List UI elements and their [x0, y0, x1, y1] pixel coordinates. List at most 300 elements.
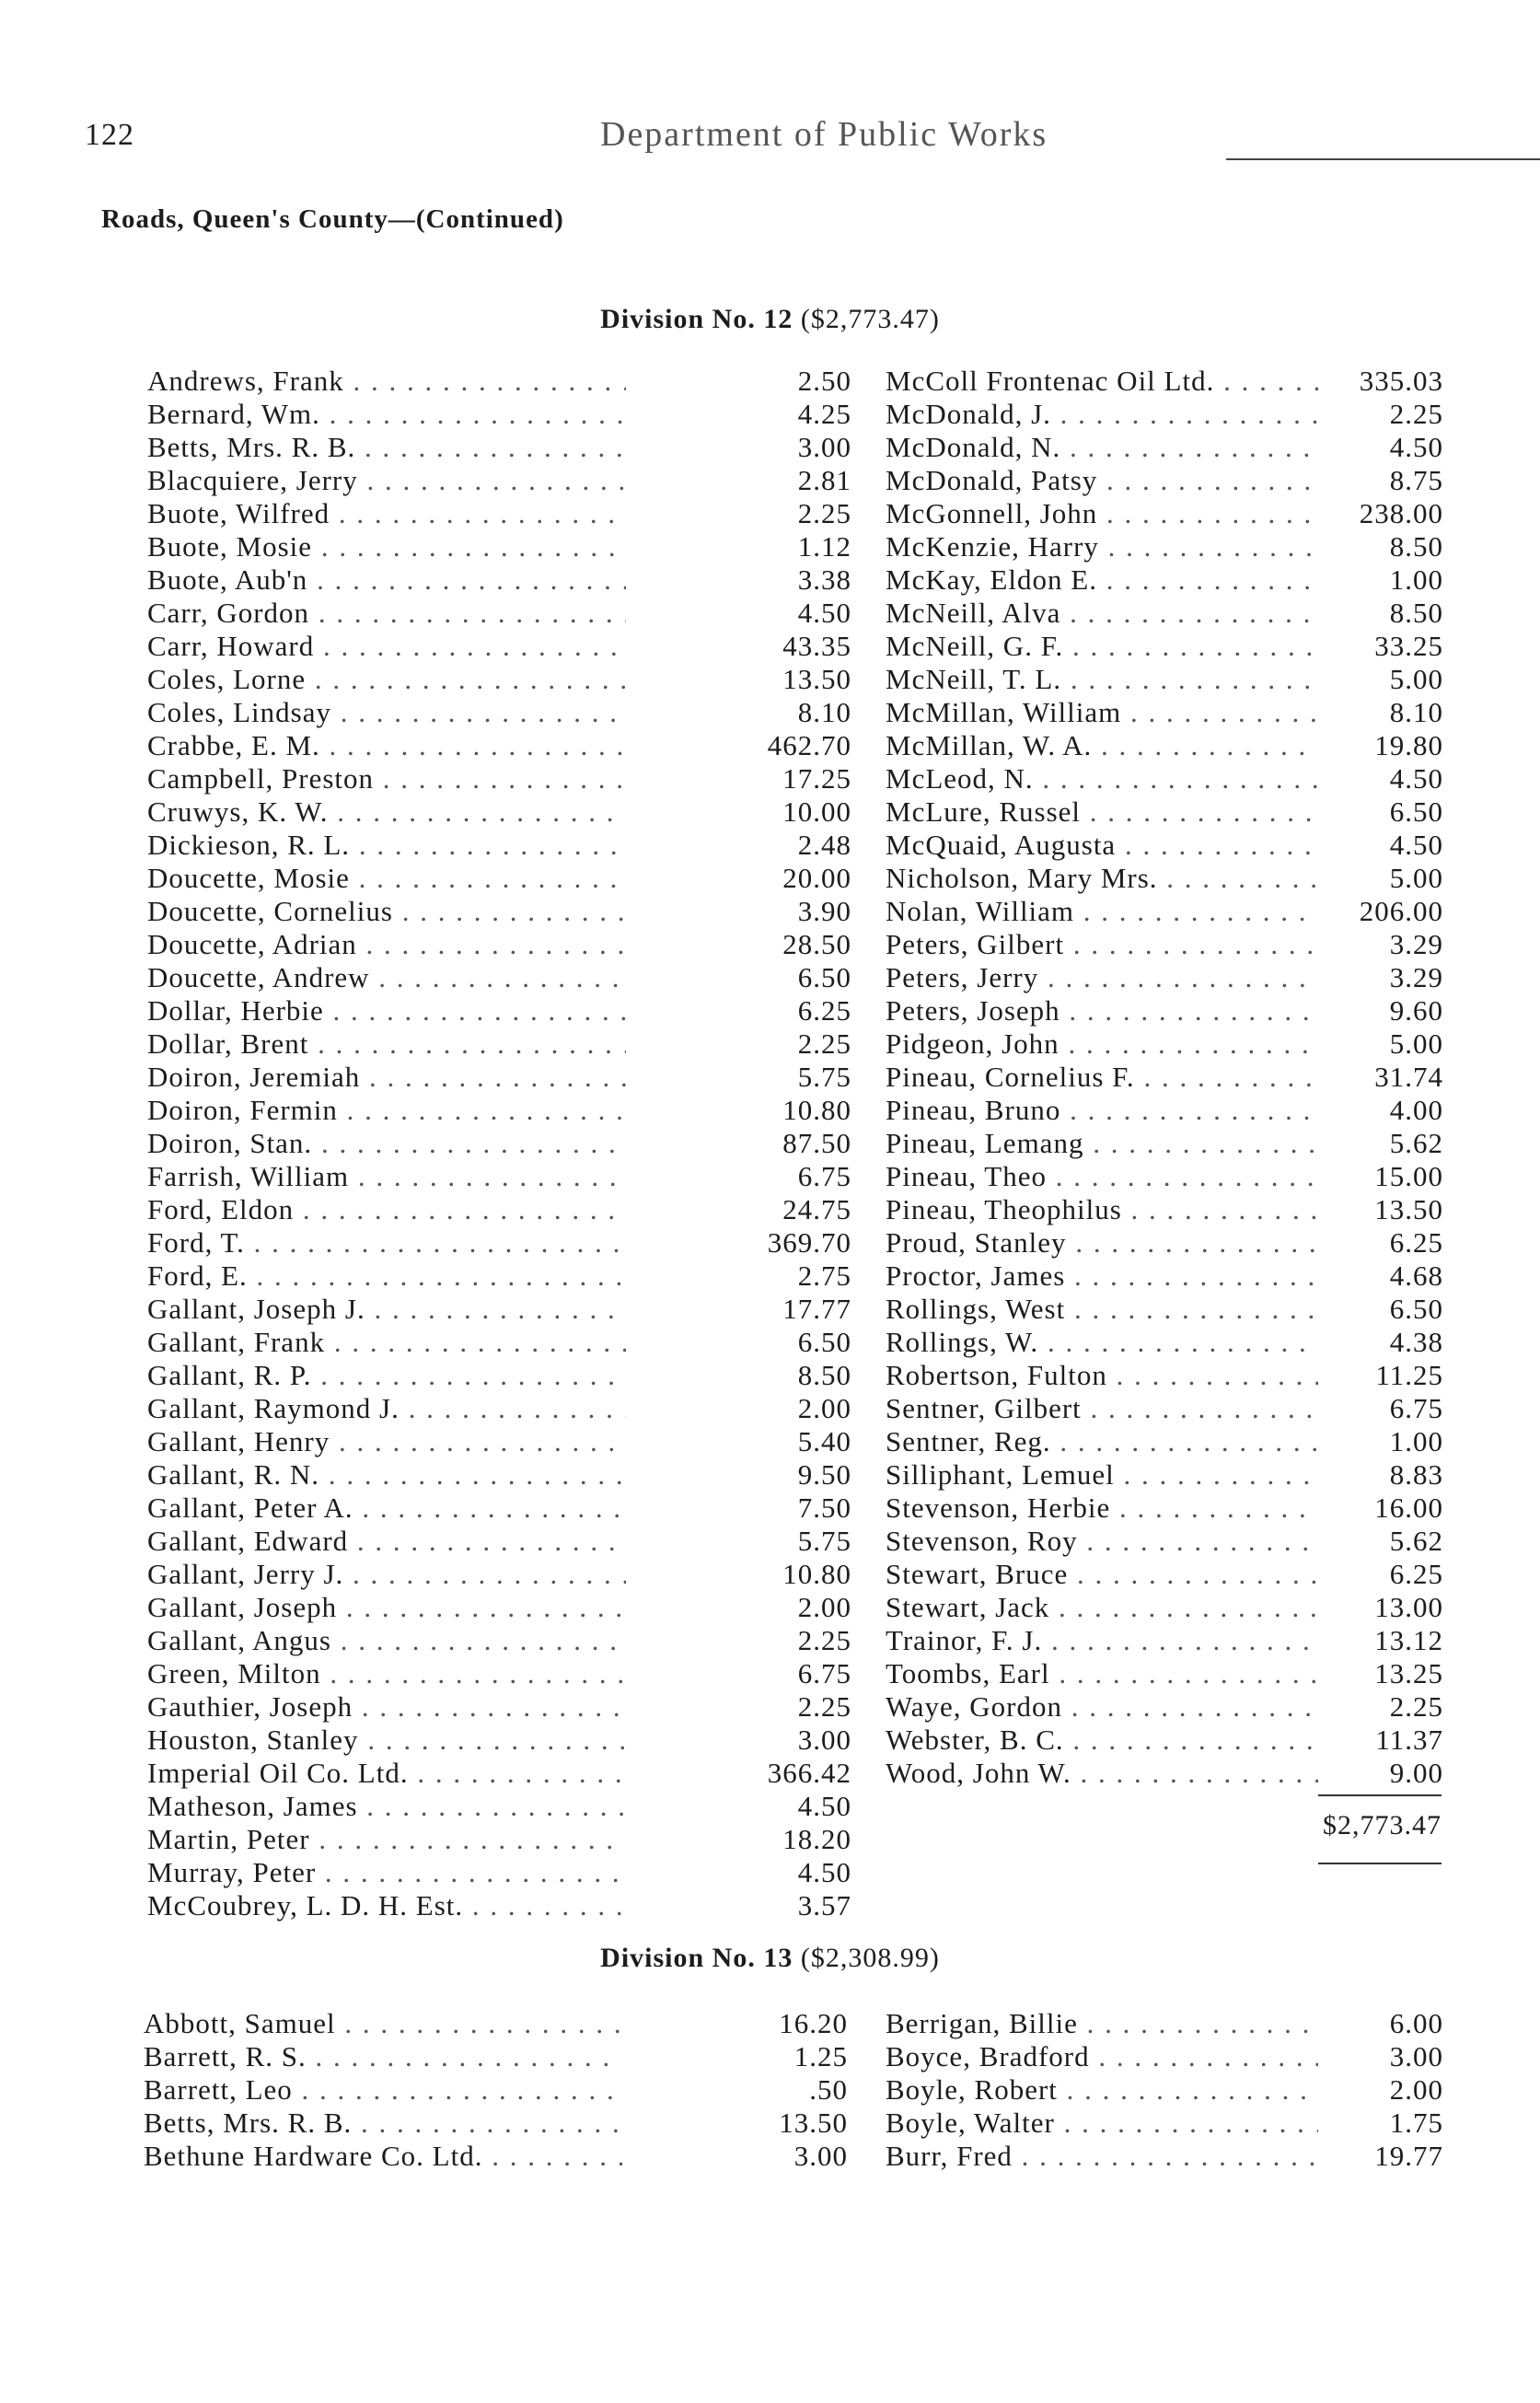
payee-name: Stewart, Bruce . . . [886, 1558, 1318, 1591]
payee-name: Sentner, Reg. . . . [886, 1425, 1318, 1458]
payee-name: Bethune Hardware Co. Ltd. . . . [144, 2140, 622, 2173]
payment-amount: 6.00 [1327, 2007, 1443, 2040]
payee-name: Ford, E. . . . [147, 1260, 626, 1293]
payee-name: Gallant, R. N. . . . [147, 1458, 626, 1492]
payment-amount: 3.57 [644, 1889, 851, 1922]
payment-amount: 5.40 [644, 1425, 851, 1458]
payee-row [886, 762, 1443, 795]
payment-amount: 20.00 [644, 862, 851, 895]
payee-row [886, 696, 1443, 729]
payment-amount: 6.50 [644, 1326, 851, 1359]
payee-row [886, 597, 1443, 630]
payee-row [147, 729, 851, 762]
payment-amount: 238.00 [1327, 497, 1443, 530]
payee-row [144, 2040, 848, 2073]
payee-name: Bernard, Wm. . . . [147, 398, 626, 431]
payment-amount: 4.50 [1327, 829, 1443, 862]
payee-row [147, 1392, 851, 1425]
payee-name: Rollings, W. . . . [886, 1326, 1318, 1359]
payee-name: Nicholson, Mary Mrs. . . . [886, 862, 1318, 895]
division-12-left-column [147, 365, 851, 1922]
payment-amount: 87.50 [644, 1127, 851, 1160]
payee-name: Coles, Lindsay . . . [147, 696, 626, 729]
payee-name: Crabbe, E. M. . . . [147, 729, 626, 762]
payee-row [144, 2073, 848, 2107]
payment-amount: 5.62 [1327, 1127, 1443, 1160]
payee-name: Abbott, Samuel . . . [144, 2007, 622, 2040]
payee-name: Doiron, Jeremiah . . . [147, 1061, 626, 1094]
payee-row [147, 1790, 851, 1823]
payment-amount: 4.00 [1327, 1094, 1443, 1127]
payment-amount: 4.38 [1327, 1326, 1443, 1359]
payee-name: Betts, Mrs. R. B. . . . [144, 2107, 622, 2140]
division-12-heading [0, 304, 1540, 335]
payment-amount: 28.50 [644, 928, 851, 961]
payment-amount: 9.00 [1327, 1757, 1443, 1790]
payment-amount: 33.25 [1327, 630, 1443, 663]
payment-amount: 8.10 [1327, 696, 1443, 729]
payee-name: McDonald, N. . . . [886, 431, 1318, 464]
payment-amount: 335.03 [1327, 365, 1443, 398]
payee-name: McNeill, T. L. . . . [886, 663, 1318, 696]
payment-amount: 13.25 [1327, 1657, 1443, 1690]
payment-amount: 8.75 [1327, 464, 1443, 497]
payment-amount: 2.00 [1327, 2073, 1443, 2107]
payee-row [886, 497, 1443, 530]
payment-amount: 462.70 [644, 729, 851, 762]
payee-name: Pineau, Theophilus . . . [886, 1193, 1318, 1226]
payment-amount: 5.75 [644, 1061, 851, 1094]
payment-amount: 8.10 [644, 696, 851, 729]
payee-row [886, 2107, 1443, 2140]
payment-amount: 2.25 [644, 1690, 851, 1724]
payee-row [886, 1525, 1443, 1558]
payee-row [147, 1127, 851, 1160]
payee-name: McDonald, Patsy . . . [886, 464, 1318, 497]
payee-row [886, 1724, 1443, 1757]
payee-name: Robertson, Fulton . . . [886, 1359, 1318, 1392]
payee-row [147, 895, 851, 928]
payment-amount: 16.20 [641, 2007, 848, 2040]
payment-amount: 13.50 [644, 663, 851, 696]
payee-name: McDonald, J. . . . [886, 398, 1318, 431]
payment-amount: 3.29 [1327, 928, 1443, 961]
payee-name: Waye, Gordon . . . [886, 1690, 1318, 1724]
payee-name: Buote, Aub'n . . . [147, 563, 626, 597]
payee-name: Gallant, Joseph J. . . . [147, 1293, 626, 1326]
payment-amount: 8.50 [644, 1359, 851, 1392]
payee-name: Doucette, Cornelius . . . [147, 895, 626, 928]
payment-amount: 1.12 [644, 530, 851, 563]
payment-amount: 19.77 [1327, 2140, 1443, 2173]
payee-row [886, 1326, 1443, 1359]
payment-amount: 13.00 [1327, 1591, 1443, 1624]
payment-amount: 17.25 [644, 762, 851, 795]
payee-name: Peters, Gilbert . . . [886, 928, 1318, 961]
payee-row [147, 398, 851, 431]
payment-amount: 4.25 [644, 398, 851, 431]
payment-amount: 7.50 [644, 1492, 851, 1525]
payee-name: McNeill, G. F. . . . [886, 630, 1318, 663]
division-12-total: $2,773.47 [1323, 1810, 1442, 1840]
payment-amount: 5.75 [644, 1525, 851, 1558]
payee-name: Silliphant, Lemuel . . . [886, 1458, 1318, 1492]
payee-row [886, 365, 1443, 398]
payee-name: Blacquiere, Jerry . . . [147, 464, 626, 497]
payment-amount: 206.00 [1327, 895, 1443, 928]
payee-name: McNeill, Alva . . . [886, 597, 1318, 630]
payment-amount: 11.25 [1327, 1359, 1443, 1392]
payment-amount: 3.38 [644, 563, 851, 597]
payee-row [147, 630, 851, 663]
payment-amount: 13.50 [1327, 1193, 1443, 1226]
division-12-name: Division No. 12 [600, 304, 793, 334]
payee-row [147, 1657, 851, 1690]
payee-name: Stewart, Jack . . . [886, 1591, 1318, 1624]
payee-row [886, 563, 1443, 597]
payee-row [886, 1094, 1443, 1127]
payee-row [147, 1757, 851, 1790]
payee-row [886, 994, 1443, 1027]
payment-amount: 2.00 [644, 1591, 851, 1624]
division-13-right-column [886, 2007, 1443, 2173]
payment-amount: 6.50 [1327, 795, 1443, 829]
payee-row [147, 1492, 851, 1525]
payment-amount: 17.77 [644, 1293, 851, 1326]
payee-name: McMillan, W. A. . . . [886, 729, 1318, 762]
payee-row [147, 1260, 851, 1293]
total-rule-bottom [1318, 1863, 1442, 1864]
payee-row [886, 530, 1443, 563]
payee-name: Dollar, Brent . . . [147, 1027, 626, 1061]
payment-amount: 13.12 [1327, 1624, 1443, 1657]
payee-name: Farrish, William . . . [147, 1160, 626, 1193]
payment-amount: 6.75 [1327, 1392, 1443, 1425]
payment-amount: 10.80 [644, 1094, 851, 1127]
payee-name: Pineau, Lemang . . . [886, 1127, 1318, 1160]
payment-amount: 15.00 [1327, 1160, 1443, 1193]
payment-amount: 2.25 [644, 1027, 851, 1061]
payee-row [886, 1657, 1443, 1690]
payee-name: Gallant, Raymond J. . . . [147, 1392, 626, 1425]
payee-row [886, 1690, 1443, 1724]
payment-amount: 3.00 [641, 2140, 848, 2173]
division-13-amount: ($2,308.99) [800, 1943, 940, 1973]
payee-name: Doucette, Adrian . . . [147, 928, 626, 961]
payment-amount: 2.81 [644, 464, 851, 497]
payee-row [147, 365, 851, 398]
payment-amount: 3.00 [644, 1724, 851, 1757]
payee-row [886, 2140, 1443, 2173]
payment-amount: .50 [641, 2073, 848, 2107]
payee-name: McKenzie, Harry . . . [886, 530, 1318, 563]
payee-row [886, 961, 1443, 994]
payee-row [147, 431, 851, 464]
payee-name: McGonnell, John . . . [886, 497, 1318, 530]
payee-name: McCoubrey, L. D. H. Est. . . . [147, 1889, 626, 1922]
payee-row [147, 1889, 851, 1922]
division-12-amount: ($2,773.47) [800, 304, 940, 334]
payee-name: Cruwys, K. W. . . . [147, 795, 626, 829]
payment-amount: 1.25 [641, 2040, 848, 2073]
payee-row [147, 1359, 851, 1392]
payee-row [147, 1525, 851, 1558]
payee-name: Pidgeon, John . . . [886, 1027, 1318, 1061]
payee-name: McKay, Eldon E. . . . [886, 563, 1318, 597]
payee-row [886, 1226, 1443, 1260]
payment-amount: 6.50 [644, 961, 851, 994]
payee-row [147, 1591, 851, 1624]
payment-amount: 2.48 [644, 829, 851, 862]
division-12-right-column [886, 365, 1443, 1790]
payee-name: Pineau, Cornelius F. . . . [886, 1061, 1318, 1094]
payee-name: Sentner, Gilbert . . . [886, 1392, 1318, 1425]
section-title: Roads, Queen's County—(Continued) [101, 204, 564, 234]
payee-name: Gallant, Edward . . . [147, 1525, 626, 1558]
payee-row [147, 1226, 851, 1260]
running-title: Department of Public Works [600, 115, 1048, 154]
payee-name: Gallant, Peter A. . . . [147, 1492, 626, 1525]
payee-name: Proud, Stanley . . . [886, 1226, 1318, 1260]
payment-amount: 2.25 [1327, 1690, 1443, 1724]
payment-amount: 5.00 [1327, 1027, 1443, 1061]
payee-name: Boyle, Walter . . . [886, 2107, 1318, 2140]
payee-name: Wood, John W. . . . [886, 1757, 1318, 1790]
payee-name: Imperial Oil Co. Ltd. . . . [147, 1757, 626, 1790]
payee-name: Coles, Lorne . . . [147, 663, 626, 696]
payee-name: Murray, Peter . . . [147, 1856, 626, 1889]
payment-amount: 16.00 [1327, 1492, 1443, 1525]
payee-row [147, 1425, 851, 1458]
payee-row [147, 1193, 851, 1226]
payment-amount: 5.62 [1327, 1525, 1443, 1558]
payee-row [886, 1359, 1443, 1392]
payee-row [886, 729, 1443, 762]
payee-row [147, 994, 851, 1027]
page-header [85, 115, 1488, 164]
payee-row [147, 597, 851, 630]
payment-amount: 10.00 [644, 795, 851, 829]
payment-amount: 2.50 [644, 365, 851, 398]
payee-name: Webster, B. C. . . . [886, 1724, 1318, 1757]
payee-name: McLure, Russel . . . [886, 795, 1318, 829]
payee-name: Campbell, Preston . . . [147, 762, 626, 795]
payee-row [886, 1624, 1443, 1657]
payee-name: Rollings, West . . . [886, 1293, 1318, 1326]
payee-name: Martin, Peter . . . [147, 1823, 626, 1856]
payee-row [147, 928, 851, 961]
payee-name: Gallant, Angus . . . [147, 1624, 626, 1657]
payee-row [886, 464, 1443, 497]
payee-row [886, 862, 1443, 895]
payment-amount: 1.00 [1327, 563, 1443, 597]
payment-amount: 19.80 [1327, 729, 1443, 762]
payee-row [147, 1823, 851, 1856]
payment-amount: 3.90 [644, 895, 851, 928]
payee-row [886, 663, 1443, 696]
payment-amount: 1.00 [1327, 1425, 1443, 1458]
payment-amount: 4.50 [644, 597, 851, 630]
payee-row [147, 530, 851, 563]
payee-row [886, 398, 1443, 431]
payment-amount: 31.74 [1327, 1061, 1443, 1094]
payee-row [147, 1094, 851, 1127]
payee-name: Trainor, F. J. . . . [886, 1624, 1318, 1657]
payee-name: Gallant, Frank . . . [147, 1326, 626, 1359]
payee-name: Houston, Stanley . . . [147, 1724, 626, 1757]
payee-name: Gallant, Jerry J. . . . [147, 1558, 626, 1591]
payment-amount: 3.29 [1327, 961, 1443, 994]
payment-amount: 11.37 [1327, 1724, 1443, 1757]
payee-row [147, 1724, 851, 1757]
payment-amount: 6.75 [644, 1160, 851, 1193]
payee-row [886, 895, 1443, 928]
payee-row [147, 1027, 851, 1061]
payee-row [147, 1856, 851, 1889]
payee-row [147, 829, 851, 862]
payment-amount: 8.50 [1327, 597, 1443, 630]
payment-amount: 9.50 [644, 1458, 851, 1492]
payee-name: McMillan, William . . . [886, 696, 1318, 729]
division-13-left-column [144, 2007, 848, 2173]
payee-name: Gallant, R. P. . . . [147, 1359, 626, 1392]
payment-amount: 10.80 [644, 1558, 851, 1591]
payment-amount: 6.50 [1327, 1293, 1443, 1326]
payee-row [886, 1757, 1443, 1790]
total-rule-top [1318, 1794, 1442, 1796]
payee-row [147, 1558, 851, 1591]
payment-amount: 6.25 [644, 994, 851, 1027]
payee-row [886, 431, 1443, 464]
payee-row [886, 1027, 1443, 1061]
payee-row [886, 1392, 1443, 1425]
payee-row [147, 464, 851, 497]
payee-name: Boyle, Robert . . . [886, 2073, 1318, 2107]
payee-name: Ford, T. . . . [147, 1226, 626, 1260]
payee-name: Proctor, James . . . [886, 1260, 1318, 1293]
payment-amount: 18.20 [644, 1823, 851, 1856]
payee-name: McLeod, N. . . . [886, 762, 1318, 795]
payment-amount: 24.75 [644, 1193, 851, 1226]
payee-name: Peters, Jerry . . . [886, 961, 1318, 994]
payment-amount: 5.00 [1327, 862, 1443, 895]
payee-row [886, 1061, 1443, 1094]
payee-name: Toombs, Earl . . . [886, 1657, 1318, 1690]
payment-amount: 2.25 [1327, 398, 1443, 431]
header-rule [1226, 158, 1540, 160]
payee-row [147, 663, 851, 696]
payment-amount: 2.25 [644, 497, 851, 530]
payee-name: Boyce, Bradford . . . [886, 2040, 1318, 2073]
payee-name: Green, Milton . . . [147, 1657, 626, 1690]
payee-row [147, 1458, 851, 1492]
payee-name: Buote, Wilfred . . . [147, 497, 626, 530]
payment-amount: 3.00 [1327, 2040, 1443, 2073]
payee-name: Pineau, Bruno . . . [886, 1094, 1318, 1127]
payment-amount: 2.00 [644, 1392, 851, 1425]
payee-name: Berrigan, Billie . . . [886, 2007, 1318, 2040]
payee-name: Peters, Joseph . . . [886, 994, 1318, 1027]
payment-amount: 6.25 [1327, 1558, 1443, 1591]
page-number: 122 [85, 118, 134, 152]
payee-row [886, 1127, 1443, 1160]
payee-name: Stevenson, Roy . . . [886, 1525, 1318, 1558]
payee-row [147, 1293, 851, 1326]
payee-row [144, 2107, 848, 2140]
payee-name: Nolan, William . . . [886, 895, 1318, 928]
payee-name: Carr, Howard . . . [147, 630, 626, 663]
payee-name: Doucette, Andrew . . . [147, 961, 626, 994]
payee-name: Betts, Mrs. R. B. . . . [147, 431, 626, 464]
payee-row [147, 961, 851, 994]
payee-row [886, 1260, 1443, 1293]
payment-amount: 2.25 [644, 1624, 851, 1657]
payee-row [144, 2140, 848, 2173]
payee-row [886, 928, 1443, 961]
payee-name: Doiron, Stan. . . . [147, 1127, 626, 1160]
payment-amount: 8.50 [1327, 530, 1443, 563]
payee-row [886, 829, 1443, 862]
payee-row [144, 2007, 848, 2040]
payee-row [886, 1458, 1443, 1492]
payee-name: Gallant, Henry . . . [147, 1425, 626, 1458]
payee-row [886, 1193, 1443, 1226]
payee-name: Doucette, Mosie . . . [147, 862, 626, 895]
payee-row [886, 630, 1443, 663]
payee-row [886, 2040, 1443, 2073]
payment-amount: 8.83 [1327, 1458, 1443, 1492]
payee-name: Dollar, Herbie . . . [147, 994, 626, 1027]
payee-name: Matheson, James . . . [147, 1790, 626, 1823]
payee-name: Pineau, Theo . . . [886, 1160, 1318, 1193]
payee-name: Carr, Gordon . . . [147, 597, 626, 630]
division-13-heading [0, 1943, 1540, 1974]
payee-row [886, 1492, 1443, 1525]
payee-row [886, 2073, 1443, 2107]
payee-name: Ford, Eldon . . . [147, 1193, 626, 1226]
payee-name: Barrett, R. S. . . . [144, 2040, 622, 2073]
payee-row [147, 862, 851, 895]
payee-row [886, 1160, 1443, 1193]
payee-row [147, 762, 851, 795]
payee-name: Stevenson, Herbie . . . [886, 1492, 1318, 1525]
payment-amount: 3.00 [644, 431, 851, 464]
payee-name: Buote, Mosie . . . [147, 530, 626, 563]
payment-amount: 43.35 [644, 630, 851, 663]
payee-row [147, 497, 851, 530]
payee-row [886, 1425, 1443, 1458]
payee-name: Gallant, Joseph . . . [147, 1591, 626, 1624]
payment-amount: 4.50 [1327, 762, 1443, 795]
payee-row [147, 1061, 851, 1094]
payment-amount: 4.50 [644, 1856, 851, 1889]
payee-row [886, 2007, 1443, 2040]
payee-name: McQuaid, Augusta . . . [886, 829, 1318, 862]
payee-row [147, 1690, 851, 1724]
payment-amount: 9.60 [1327, 994, 1443, 1027]
payee-row [886, 795, 1443, 829]
payment-amount: 4.50 [644, 1790, 851, 1823]
payment-amount: 369.70 [644, 1226, 851, 1260]
payee-name: Gauthier, Joseph . . . [147, 1690, 626, 1724]
payee-row [886, 1591, 1443, 1624]
payee-row [886, 1558, 1443, 1591]
payment-amount: 5.00 [1327, 663, 1443, 696]
payee-name: Andrews, Frank . . . [147, 365, 626, 398]
payment-amount: 13.50 [641, 2107, 848, 2140]
payee-row [147, 1624, 851, 1657]
division-13-name: Division No. 13 [600, 1943, 793, 1973]
